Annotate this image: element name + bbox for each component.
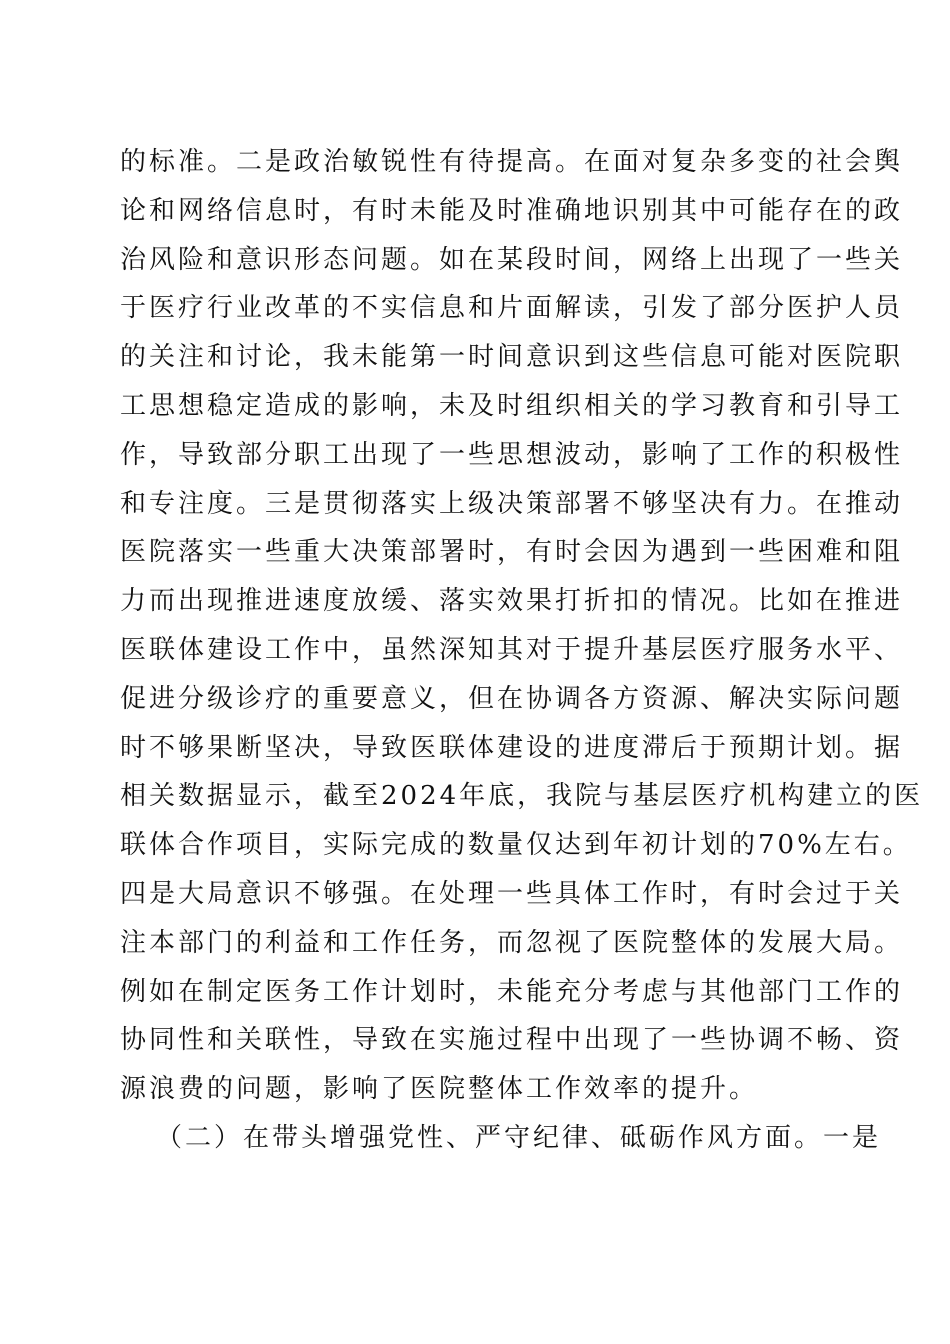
text-line: 时不够果断坚决，导致医联体建设的进度滞后于预期计划。据 bbox=[120, 732, 904, 763]
text-line: 的标准。二是政治敏锐性有待提高。在面对复杂多变的社会舆 bbox=[120, 147, 904, 177]
text-line: 医联体建设工作中，虽然深知其对于提升基层医疗服务水平、 bbox=[120, 634, 904, 665]
text-line: 和专注度。三是贯彻落实上级决策部署不够坚决有力。在推动 bbox=[120, 488, 904, 519]
text-line: 例如在制定医务工作计划时，未能充分考虑与其他部门工作的 bbox=[120, 976, 904, 1007]
text-line: 四是大局意识不够强。在处理一些具体工作时，有时会过于关 bbox=[120, 878, 904, 909]
text-line: 协同性和关联性，导致在实施过程中出现了一些协调不畅、资 bbox=[120, 1025, 904, 1056]
text-line: 促进分级诊疗的重要意义，但在协调各方资源、解决实际问题 bbox=[120, 683, 904, 714]
body-text bbox=[120, 138, 924, 1163]
text-line: 联体合作项目，实际完成的数量仅达到年初计划的70%左右。 bbox=[120, 830, 912, 861]
text-line: 作，导致部分职工出现了一些思想波动，影响了工作的积极性 bbox=[120, 439, 904, 470]
section-heading-line: （二）在带头增强党性、严守纪律、砥砺作风方面。一是 bbox=[156, 1122, 882, 1153]
text-line: 论和网络信息时，有时未能及时准确地识别其中可能存在的政 bbox=[120, 195, 904, 226]
text-line: 工思想稳定造成的影响，未及时组织相关的学习教育和引导工 bbox=[120, 390, 904, 421]
text-line: 治风险和意识形态问题。如在某段时间，网络上出现了一些关 bbox=[120, 244, 904, 275]
text-line: 力而出现推进速度放缓、落实效果打折扣的情况。比如在推进 bbox=[120, 586, 904, 617]
text-line: 于医疗行业改革的不实信息和片面解读，引发了部分医护人员 bbox=[120, 293, 904, 324]
text-line: 注本部门的利益和工作任务，而忽视了医院整体的发展大局。 bbox=[120, 927, 904, 958]
text-line: 源浪费的问题，影响了医院整体工作效率的提升。 bbox=[120, 1074, 759, 1105]
text-line: 的关注和讨论，我未能第一时间意识到这些信息可能对医院职 bbox=[120, 342, 904, 373]
text-line: 医院落实一些重大决策部署时，有时会因为遇到一些困难和阻 bbox=[120, 537, 904, 568]
text-line: 相关数据显示，截至2024年底，我院与基层医疗机构建立的医 bbox=[120, 781, 924, 812]
